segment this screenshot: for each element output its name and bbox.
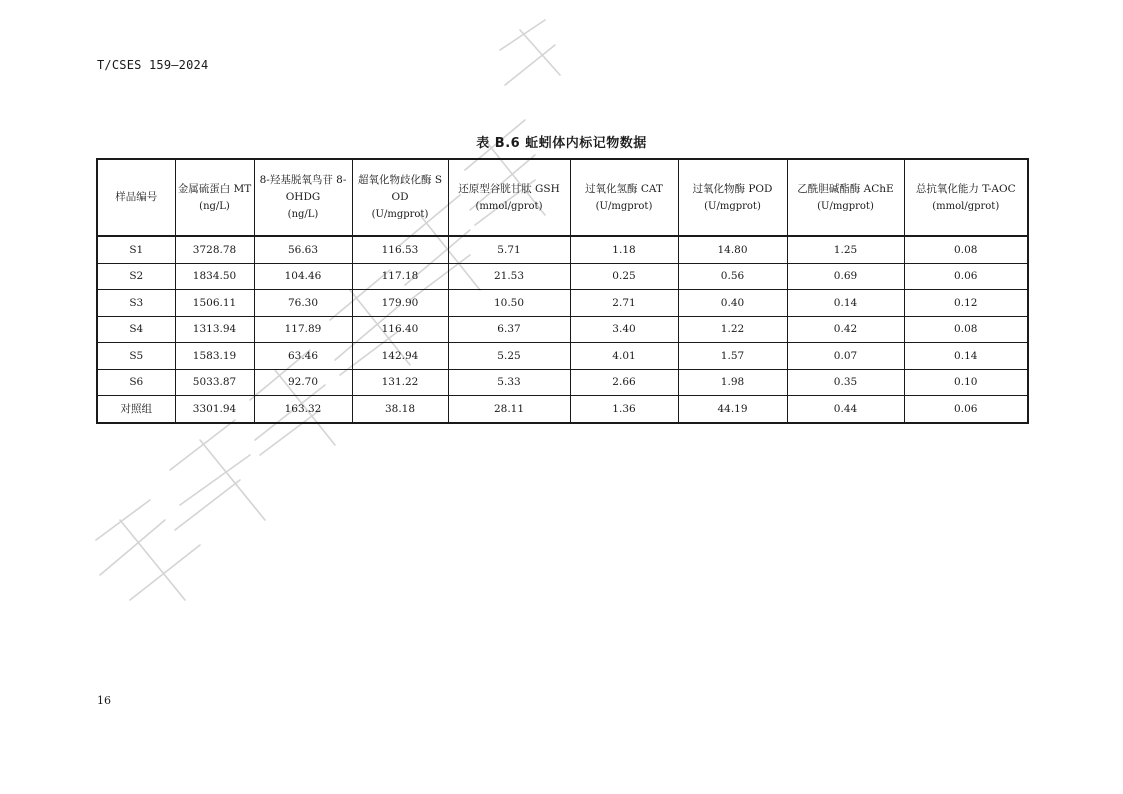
sample-id-cell: S2 (97, 263, 175, 290)
value-cell: 179.90 (352, 290, 448, 317)
value-cell: 0.06 (904, 396, 1028, 423)
value-cell: 0.08 (904, 316, 1028, 343)
sample-id-cell: S6 (97, 369, 175, 396)
column-header (570, 159, 678, 236)
value-cell: 1313.94 (175, 316, 254, 343)
value-cell: 116.40 (352, 316, 448, 343)
value-cell: 76.30 (254, 290, 352, 317)
value-cell: 0.06 (904, 263, 1028, 290)
column-header (97, 159, 175, 236)
value-cell: 1.18 (570, 236, 678, 263)
value-cell: 142.94 (352, 343, 448, 370)
column-header (678, 159, 787, 236)
value-cell: 56.63 (254, 236, 352, 263)
value-cell: 3301.94 (175, 396, 254, 423)
value-cell: 0.08 (904, 236, 1028, 263)
value-cell: 21.53 (448, 263, 570, 290)
column-header-unit: (U/mgprot) (371, 209, 429, 220)
column-header-unit: (ng/L) (199, 200, 230, 212)
column-header-unit: (U/mgprot) (817, 200, 874, 212)
value-cell: 3.40 (570, 316, 678, 343)
value-cell: 0.44 (787, 396, 904, 423)
value-cell: 117.18 (352, 263, 448, 290)
value-cell: 44.19 (678, 396, 787, 423)
value-cell: 1583.19 (175, 343, 254, 370)
value-cell: 1.36 (570, 396, 678, 423)
column-header (787, 159, 904, 236)
value-cell: 0.40 (678, 290, 787, 317)
value-cell: 0.10 (904, 369, 1028, 396)
column-header-unit: (U/mgprot) (595, 200, 653, 212)
column-header-unit: (U/mgprot) (704, 200, 761, 212)
value-cell: 0.42 (787, 316, 904, 343)
value-cell: 3728.78 (175, 236, 254, 263)
value-cell: 0.25 (570, 263, 678, 290)
value-cell: 5.71 (448, 236, 570, 263)
column-header (352, 159, 448, 236)
sample-id-cell: S3 (97, 290, 175, 317)
column-header-name: 乙酰胆碱酯酶 AChE (797, 182, 894, 195)
value-cell: 2.66 (570, 369, 678, 396)
value-cell: 1.98 (678, 369, 787, 396)
table-row (97, 263, 1028, 290)
sample-id-cell: 对照组 (97, 396, 175, 423)
sample-id-cell: S1 (97, 236, 175, 263)
value-cell: 0.69 (787, 263, 904, 290)
value-cell: 0.07 (787, 343, 904, 370)
column-header-name: 超氧化物歧化酶 SOD (357, 174, 443, 203)
column-header-name: 过氧化氢酶 CAT (585, 182, 663, 195)
value-cell: 38.18 (352, 396, 448, 423)
column-header (254, 159, 352, 236)
value-cell: 5.25 (448, 343, 570, 370)
value-cell: 1.57 (678, 343, 787, 370)
value-cell: 92.70 (254, 369, 352, 396)
value-cell: 0.35 (787, 369, 904, 396)
value-cell: 1506.11 (175, 290, 254, 317)
value-cell: 1.25 (787, 236, 904, 263)
value-cell: 1834.50 (175, 263, 254, 290)
value-cell: 1.22 (678, 316, 787, 343)
column-header-name: 总抗氧化能力 T-AOC (915, 182, 1016, 195)
table-body (97, 236, 1028, 423)
value-cell: 28.11 (448, 396, 570, 423)
column-header-unit: (ng/L) (287, 209, 319, 220)
table-row (97, 316, 1028, 343)
value-cell: 163.32 (254, 396, 352, 423)
value-cell: 0.56 (678, 263, 787, 290)
page-number: 16 (97, 694, 111, 707)
value-cell: 131.22 (352, 369, 448, 396)
value-cell: 6.37 (448, 316, 570, 343)
value-cell: 0.14 (787, 290, 904, 317)
column-header-unit: (mmol/gprot) (475, 200, 543, 212)
value-cell: 2.71 (570, 290, 678, 317)
table-row (97, 343, 1028, 370)
sample-id-cell: S5 (97, 343, 175, 370)
column-header (904, 159, 1028, 236)
value-cell: 5.33 (448, 369, 570, 396)
value-cell: 104.46 (254, 263, 352, 290)
value-cell: 14.80 (678, 236, 787, 263)
value-cell: 5033.87 (175, 369, 254, 396)
value-cell: 63.46 (254, 343, 352, 370)
table-row (97, 236, 1028, 263)
value-cell: 116.53 (352, 236, 448, 263)
column-header-name: 过氧化物酶 POD (692, 182, 773, 195)
value-cell: 0.14 (904, 343, 1028, 370)
column-header-unit: (mmol/gprot) (932, 200, 1000, 212)
table-row (97, 290, 1028, 317)
table-title: 表 B.6 蚯蚓体内标记物数据 (476, 136, 647, 151)
column-header-name: 金属硫蛋白 MT (177, 182, 252, 195)
table-row (97, 396, 1028, 423)
header-row (97, 159, 1028, 236)
column-header (175, 159, 254, 236)
column-header-name: 还原型谷胱甘肽 GSH (458, 182, 560, 195)
column-header-name: 样品编号 (115, 191, 158, 203)
standard-code: T/CSES 159—2024 (97, 58, 209, 72)
table-row (97, 369, 1028, 396)
value-cell: 10.50 (448, 290, 570, 317)
value-cell: 4.01 (570, 343, 678, 370)
value-cell: 0.12 (904, 290, 1028, 317)
value-cell: 117.89 (254, 316, 352, 343)
column-header (448, 159, 570, 236)
marker-data-table (96, 158, 1029, 424)
sample-id-cell: S4 (97, 316, 175, 343)
column-header-name: 8-羟基脱氧鸟苷 8-OHDG (259, 174, 347, 203)
